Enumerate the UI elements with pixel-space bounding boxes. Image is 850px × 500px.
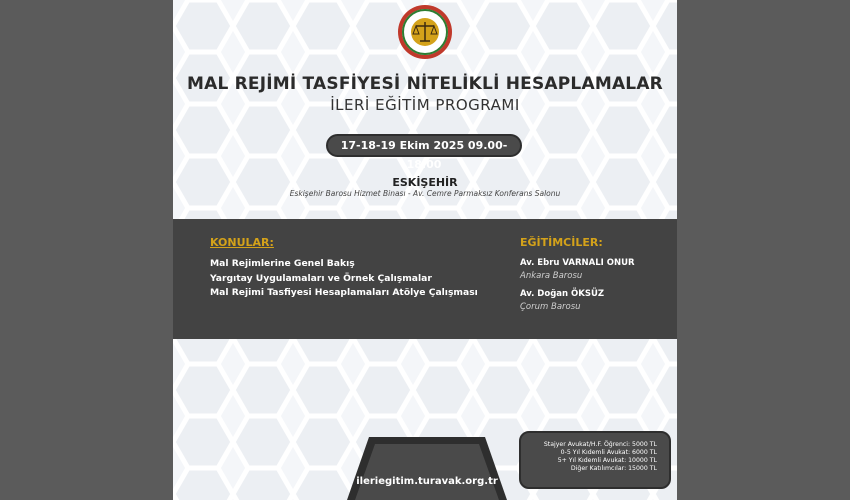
website-link[interactable]: ileriegitim.turavak.org.tr <box>356 476 498 487</box>
website-banner-shape <box>347 437 507 500</box>
price-list-box <box>519 431 671 489</box>
program-title: MAL REJİMİ TASFİYESİ NİTELİKLİ HESAPLAMALAR <box>187 74 663 94</box>
price-item: Stajyer Avukat/H.F. Öğrenci: 5000 TL <box>543 441 657 448</box>
trainer-name: Av. Ebru VARNALI ONUR <box>520 258 635 268</box>
topic-item: Yargıtay Uygulamaları ve Örnek Çalışmalar <box>210 272 432 284</box>
price-item: 5+ Yıl Kıdemli Avukat: 10000 TL <box>557 457 657 464</box>
venue-label: Eskişehir Barosu Hizmet Binası - Av. Cemre Parmaksız Konferans Salonu <box>289 189 561 198</box>
poster <box>173 0 677 500</box>
trainer-bar-association: Ankara Barosu <box>520 271 583 281</box>
topic-item: Mal Rejimlerine Genel Bakış <box>210 258 355 269</box>
topic-item: Mal Rejimi Tasfiyesi Hesaplamaları Atölye Çalışması <box>210 287 478 298</box>
trainers-heading: EĞİTİMCİLER: <box>520 236 603 249</box>
program-subtitle: İLERİ EĞİTİM PROGRAMI <box>330 96 520 114</box>
info-band <box>173 219 677 339</box>
city-label: ESKİŞEHİR <box>392 176 458 189</box>
topics-heading: KONULAR: <box>210 236 274 249</box>
scales-of-justice-seal-icon <box>397 4 453 60</box>
topics-list <box>210 257 478 301</box>
trainer-bar-association: Çorum Barosu <box>520 302 581 312</box>
price-item: Diğer Katılımcılar: 15000 TL <box>570 465 657 472</box>
price-item: 0-5 Yıl Kıdemli Avukat: 6000 TL <box>560 449 657 456</box>
trainer-name: Av. Doğan ÖKSÜZ <box>520 289 605 299</box>
date-badge: 17-18-19 Ekim 2025 09.00-18.00 <box>326 134 522 157</box>
